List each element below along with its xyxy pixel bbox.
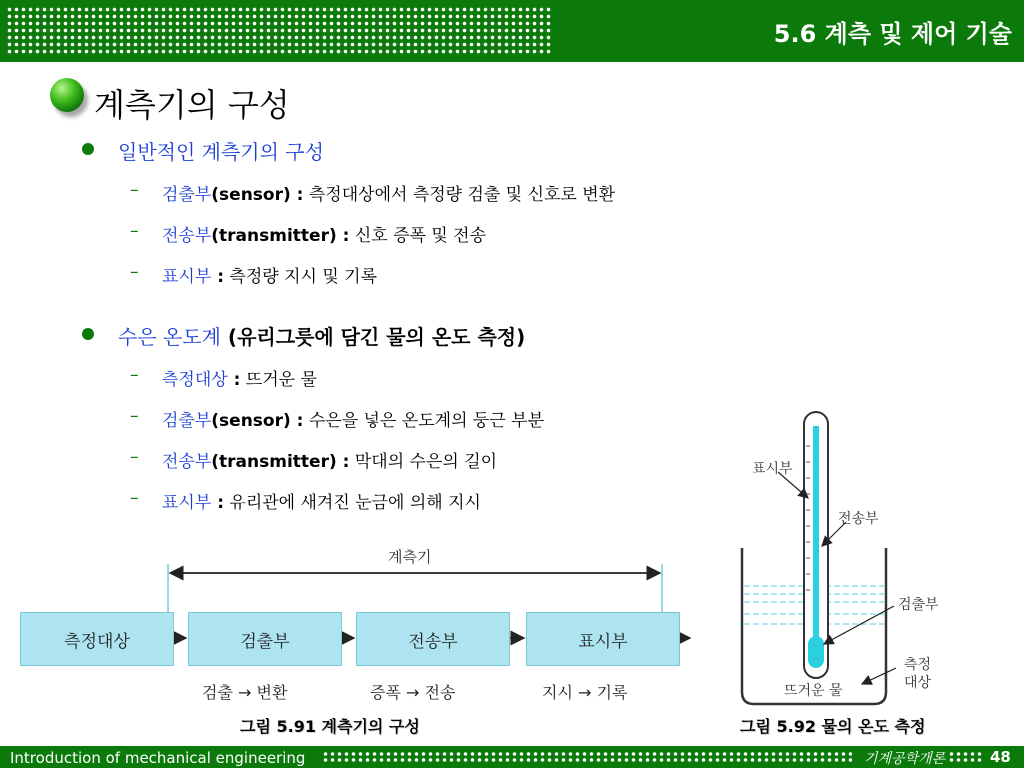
term-en: : [211,493,224,513]
mercury-bulb [808,636,824,668]
item-desc: 측정량 지시 및 기록 [224,267,377,287]
figure-caption-591: 그림 5.91 계측기의 구성 [240,717,420,736]
flow-box-detector: 검출부 [188,612,342,666]
slide-title: 계측기의 구성 [94,86,290,124]
item-desc: 막대의 수은의 길이 [349,452,498,472]
bracket-label: 계측기 [388,548,432,566]
term: 표시부 [162,267,212,287]
item-desc: 측정대상에서 측정량 검출 및 신호로 변환 [303,185,616,205]
term-en: (transmitter) : [211,452,350,472]
chapter-title: 5.6 계측 및 제어 기술 [773,20,1012,48]
term-en: (sensor) : [211,185,304,205]
bullet-ball-icon [50,78,84,112]
flow-sub-display: 지시 → 기록 [542,683,628,702]
term: 표시부 [162,493,212,513]
term-en: (transmitter) : [211,226,350,246]
term-en: : [227,370,241,390]
arrow-target [862,668,896,684]
header-band [0,0,1024,62]
label-target-line2: 대상 [904,675,932,691]
section2-heading-suffix: (유리그릇에 담긴 물의 온도 측정) [220,325,526,349]
term-en: : [211,267,224,287]
dash-marker: – [130,365,139,385]
item-desc: 유리관에 새겨진 눈금에 의해 지시 [224,493,481,513]
dash-marker: – [130,447,139,467]
header-dot-pattern [6,6,552,56]
term: 측정대상 [162,370,228,390]
bullet-dot-icon [82,143,94,155]
thermometer-figure [700,406,1020,712]
dash-marker: – [130,262,139,282]
bullet-dot-icon [82,328,94,340]
footer-dot-pattern [322,751,852,763]
flow-box-transmitter: 전송부 [356,612,510,666]
footer-course-korean: 기계공학개론 [864,751,946,767]
term: 검출부 [162,411,212,431]
term: 전송부 [162,452,212,472]
flow-sub-detector: 검출 → 변환 [202,683,288,702]
term-en: (sensor) : [211,411,304,431]
label-hot-water: 뜨거운 물 [784,683,843,699]
flow-box-target: 측정대상 [20,612,174,666]
dash-marker: – [130,180,139,200]
label-target-line1: 측정 [904,657,932,673]
term: 전송부 [162,226,212,246]
dash-marker: – [130,221,139,241]
footer-band [0,746,1024,768]
arrow-detect [824,606,894,644]
dash-marker: – [130,406,139,426]
mercury-column [813,426,819,644]
dash-marker: – [130,488,139,508]
flow-box-display: 표시부 [526,612,680,666]
page-number: 48 [990,748,1011,766]
footer-dot-separator [948,751,982,763]
item-desc: 뜨거운 물 [240,370,317,390]
item-desc: 신호 증폭 및 전송 [349,226,487,246]
label-display: 표시부 [752,461,793,477]
flow-sub-transmitter: 증폭 → 전송 [370,683,456,702]
section1-heading: 일반적인 계측기의 구성 [118,140,324,164]
footer-course-english: Introduction of mechanical engineering [10,749,306,767]
item-desc: 수은을 넣은 온도계의 둥근 부분 [303,411,544,431]
label-transmit: 전송부 [838,511,879,527]
term: 검출부 [162,185,212,205]
figure-caption-592: 그림 5.92 물의 온도 측정 [740,717,926,736]
label-detect: 검출부 [898,597,939,613]
section2-heading: 수은 온도계 [118,325,221,349]
